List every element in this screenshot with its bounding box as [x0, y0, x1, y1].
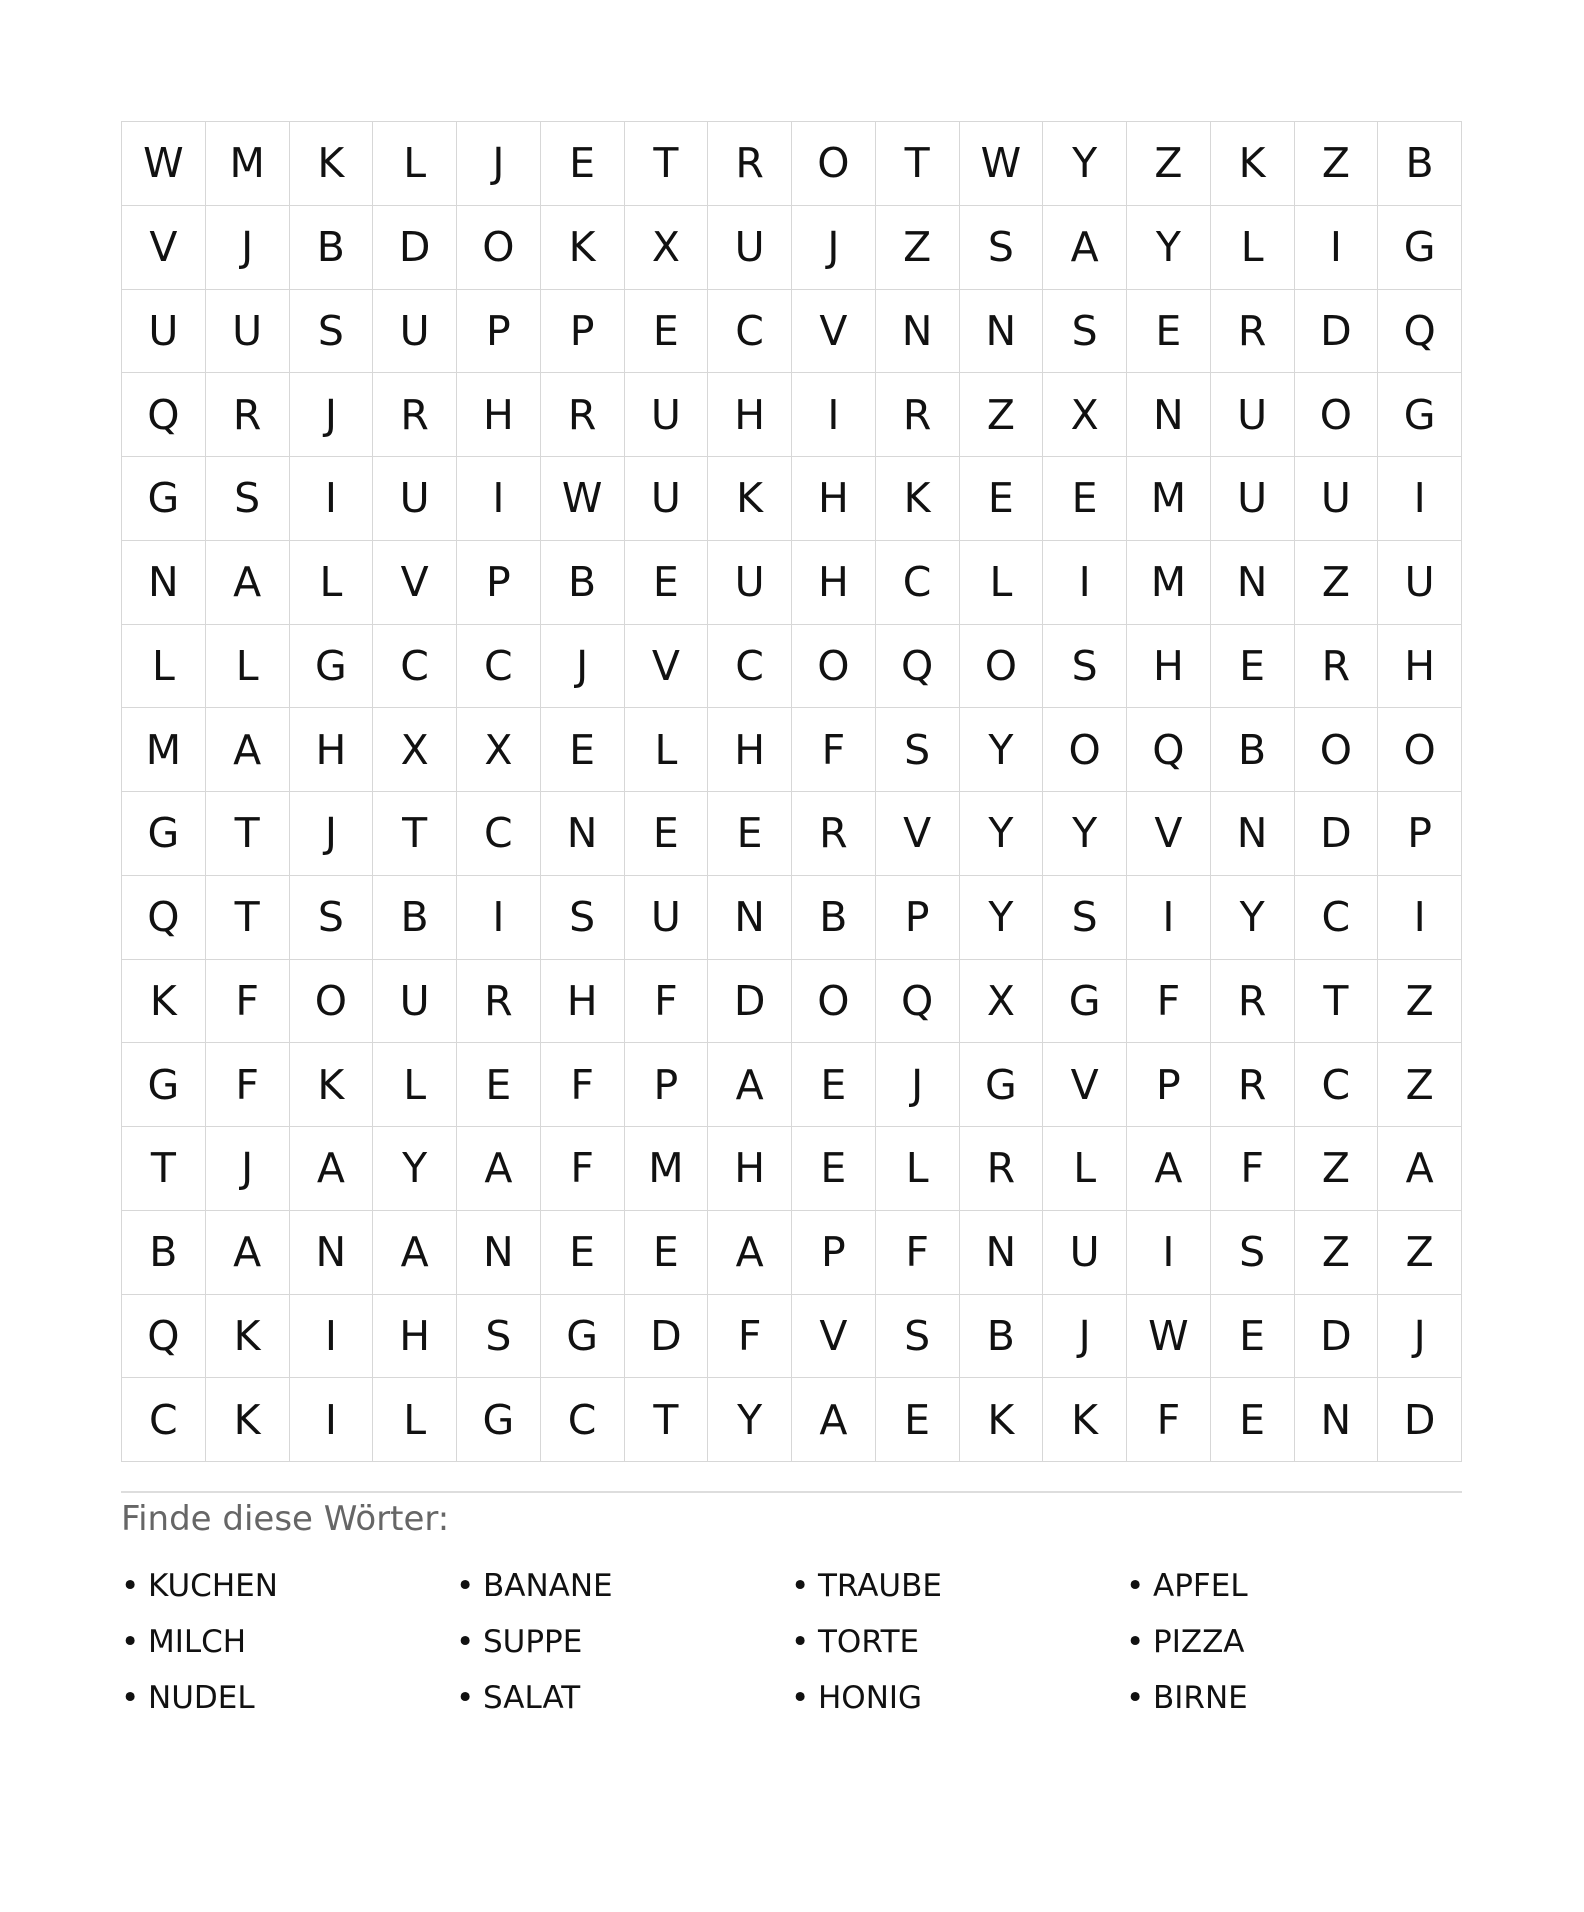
- grid-cell[interactable]: H: [792, 541, 876, 625]
- grid-cell[interactable]: N: [541, 792, 625, 876]
- grid-cell[interactable]: F: [876, 1211, 960, 1295]
- grid-cell[interactable]: C: [708, 625, 792, 709]
- grid-cell[interactable]: Q: [122, 876, 206, 960]
- grid-cell[interactable]: V: [792, 1295, 876, 1379]
- grid-cell[interactable]: I: [792, 373, 876, 457]
- bullet-icon: •: [791, 1568, 810, 1604]
- grid-cell[interactable]: V: [625, 625, 709, 709]
- grid-cell[interactable]: Y: [960, 876, 1044, 960]
- grid-cell[interactable]: N: [1211, 792, 1295, 876]
- bullet-icon: •: [121, 1680, 140, 1716]
- grid-cell[interactable]: Q: [876, 625, 960, 709]
- grid-cell[interactable]: M: [122, 708, 206, 792]
- grid-cell[interactable]: I: [1378, 876, 1462, 960]
- grid-cell[interactable]: O: [792, 625, 876, 709]
- grid-cell[interactable]: F: [541, 1043, 625, 1127]
- word-list-item: [1126, 1558, 1461, 1614]
- grid-cell[interactable]: A: [1378, 1127, 1462, 1211]
- grid-cell[interactable]: J: [206, 206, 290, 290]
- grid-cell[interactable]: C: [541, 1378, 625, 1462]
- grid-cell[interactable]: R: [708, 122, 792, 206]
- grid-cell[interactable]: J: [290, 373, 374, 457]
- grid-cell[interactable]: O: [1295, 708, 1379, 792]
- grid-cell[interactable]: L: [373, 1043, 457, 1127]
- grid-cell[interactable]: D: [1295, 290, 1379, 374]
- grid-cell[interactable]: L: [122, 625, 206, 709]
- grid-cell[interactable]: E: [625, 1211, 709, 1295]
- grid-cell[interactable]: B: [290, 206, 374, 290]
- grid-cell[interactable]: I: [290, 1378, 374, 1462]
- grid-cell[interactable]: C: [457, 792, 541, 876]
- bullet-icon: •: [456, 1624, 475, 1660]
- grid-cell[interactable]: X: [1043, 373, 1127, 457]
- grid-cell[interactable]: Q: [876, 960, 960, 1044]
- grid-cell[interactable]: U: [206, 290, 290, 374]
- grid-cell[interactable]: M: [1127, 457, 1211, 541]
- bullet-icon: •: [791, 1624, 810, 1660]
- grid-cell[interactable]: E: [541, 708, 625, 792]
- grid-cell[interactable]: A: [206, 1211, 290, 1295]
- grid-cell[interactable]: C: [457, 625, 541, 709]
- grid-cell[interactable]: Y: [373, 1127, 457, 1211]
- grid-cell[interactable]: G: [960, 1043, 1044, 1127]
- grid-cell[interactable]: T: [625, 1378, 709, 1462]
- grid-cell[interactable]: M: [625, 1127, 709, 1211]
- word-label: BANANE: [483, 1568, 613, 1604]
- word-list-item: [121, 1614, 456, 1670]
- grid-cell[interactable]: S: [1211, 1211, 1295, 1295]
- grid-cell[interactable]: B: [122, 1211, 206, 1295]
- word-label: TRAUBE: [818, 1568, 942, 1604]
- grid-cell[interactable]: F: [1127, 960, 1211, 1044]
- word-list-item: [121, 1670, 456, 1726]
- grid-cell[interactable]: A: [457, 1127, 541, 1211]
- grid-cell[interactable]: A: [373, 1211, 457, 1295]
- grid-cell[interactable]: I: [1127, 876, 1211, 960]
- grid-cell[interactable]: Y: [1127, 206, 1211, 290]
- grid-cell[interactable]: I: [1378, 457, 1462, 541]
- word-label: APFEL: [1153, 1568, 1248, 1604]
- grid-cell[interactable]: K: [206, 1295, 290, 1379]
- bullet-icon: •: [121, 1568, 140, 1604]
- grid-cell[interactable]: T: [373, 792, 457, 876]
- grid-cell[interactable]: S: [1043, 290, 1127, 374]
- grid-cell[interactable]: J: [206, 1127, 290, 1211]
- grid-cell[interactable]: H: [1127, 625, 1211, 709]
- grid-cell[interactable]: A: [206, 708, 290, 792]
- grid-cell[interactable]: F: [708, 1295, 792, 1379]
- grid-cell[interactable]: H: [708, 708, 792, 792]
- grid-cell[interactable]: S: [290, 290, 374, 374]
- grid-cell[interactable]: D: [1295, 792, 1379, 876]
- grid-cell[interactable]: U: [625, 457, 709, 541]
- grid-cell[interactable]: J: [541, 625, 625, 709]
- grid-cell[interactable]: E: [1127, 290, 1211, 374]
- grid-cell[interactable]: H: [792, 457, 876, 541]
- grid-cell[interactable]: U: [708, 206, 792, 290]
- grid-cell[interactable]: N: [708, 876, 792, 960]
- grid-cell[interactable]: S: [960, 206, 1044, 290]
- grid-cell[interactable]: P: [1378, 792, 1462, 876]
- grid-cell[interactable]: X: [373, 708, 457, 792]
- grid-cell[interactable]: T: [206, 792, 290, 876]
- grid-cell[interactable]: M: [206, 122, 290, 206]
- grid-cell[interactable]: F: [541, 1127, 625, 1211]
- grid-cell[interactable]: H: [457, 373, 541, 457]
- grid-cell[interactable]: U: [625, 373, 709, 457]
- grid-cell[interactable]: L: [206, 625, 290, 709]
- grid-cell[interactable]: I: [290, 1295, 374, 1379]
- grid-cell[interactable]: X: [625, 206, 709, 290]
- grid-cell[interactable]: C: [122, 1378, 206, 1462]
- grid-cell[interactable]: V: [1127, 792, 1211, 876]
- grid-cell[interactable]: E: [1211, 1378, 1295, 1462]
- grid-cell[interactable]: O: [960, 625, 1044, 709]
- grid-cell[interactable]: S: [1043, 876, 1127, 960]
- grid-cell[interactable]: G: [1043, 960, 1127, 1044]
- grid-cell[interactable]: K: [206, 1378, 290, 1462]
- grid-cell[interactable]: K: [541, 206, 625, 290]
- grid-cell[interactable]: E: [625, 541, 709, 625]
- grid-cell[interactable]: F: [206, 1043, 290, 1127]
- grid-cell[interactable]: Z: [1127, 122, 1211, 206]
- grid-cell[interactable]: N: [960, 290, 1044, 374]
- grid-cell[interactable]: N: [290, 1211, 374, 1295]
- grid-cell[interactable]: H: [290, 708, 374, 792]
- grid-cell[interactable]: R: [960, 1127, 1044, 1211]
- grid-cell[interactable]: H: [373, 1295, 457, 1379]
- grid-cell[interactable]: N: [1295, 1378, 1379, 1462]
- grid-cell[interactable]: A: [708, 1043, 792, 1127]
- grid-cell[interactable]: G: [457, 1378, 541, 1462]
- grid-cell[interactable]: A: [206, 541, 290, 625]
- grid-cell[interactable]: L: [290, 541, 374, 625]
- grid-cell[interactable]: L: [1043, 1127, 1127, 1211]
- word-list-item: [791, 1670, 1126, 1726]
- word-label: NUDEL: [148, 1680, 255, 1716]
- grid-cell[interactable]: L: [373, 122, 457, 206]
- grid-cell[interactable]: Y: [708, 1378, 792, 1462]
- grid-cell[interactable]: A: [708, 1211, 792, 1295]
- grid-cell[interactable]: G: [1378, 206, 1462, 290]
- grid-cell[interactable]: A: [1127, 1127, 1211, 1211]
- grid-cell[interactable]: Y: [960, 708, 1044, 792]
- grid-cell[interactable]: Q: [1127, 708, 1211, 792]
- grid-cell[interactable]: N: [1211, 541, 1295, 625]
- grid-cell[interactable]: G: [122, 792, 206, 876]
- grid-cell[interactable]: O: [1378, 708, 1462, 792]
- grid-cell[interactable]: A: [290, 1127, 374, 1211]
- grid-cell[interactable]: G: [1378, 373, 1462, 457]
- grid-cell[interactable]: K: [708, 457, 792, 541]
- grid-cell[interactable]: U: [1211, 373, 1295, 457]
- bullet-icon: •: [456, 1680, 475, 1716]
- grid-cell[interactable]: D: [1295, 1295, 1379, 1379]
- grid-cell[interactable]: A: [792, 1378, 876, 1462]
- grid-cell[interactable]: W: [541, 457, 625, 541]
- grid-cell[interactable]: G: [122, 1043, 206, 1127]
- grid-cell[interactable]: B: [1378, 122, 1462, 206]
- word-list-item: [456, 1670, 791, 1726]
- grid-cell[interactable]: O: [1295, 373, 1379, 457]
- grid-cell[interactable]: T: [625, 122, 709, 206]
- grid-cell[interactable]: E: [1043, 457, 1127, 541]
- grid-cell[interactable]: V: [1043, 1043, 1127, 1127]
- grid-cell[interactable]: D: [708, 960, 792, 1044]
- grid-cell[interactable]: Y: [960, 792, 1044, 876]
- grid-cell[interactable]: I: [1295, 206, 1379, 290]
- grid-cell[interactable]: C: [708, 290, 792, 374]
- word-list-item: [456, 1558, 791, 1614]
- grid-cell[interactable]: T: [876, 122, 960, 206]
- grid-cell[interactable]: U: [1295, 457, 1379, 541]
- grid-cell[interactable]: L: [960, 541, 1044, 625]
- grid-cell[interactable]: M: [1127, 541, 1211, 625]
- grid-cell[interactable]: H: [708, 1127, 792, 1211]
- word-label: BIRNE: [1153, 1680, 1248, 1716]
- grid-cell[interactable]: S: [1043, 625, 1127, 709]
- grid-cell[interactable]: S: [457, 1295, 541, 1379]
- grid-cell[interactable]: J: [1043, 1295, 1127, 1379]
- grid-cell[interactable]: E: [541, 122, 625, 206]
- grid-cell[interactable]: I: [290, 457, 374, 541]
- grid-cell[interactable]: P: [876, 876, 960, 960]
- grid-cell[interactable]: U: [373, 290, 457, 374]
- grid-cell[interactable]: U: [1211, 457, 1295, 541]
- grid-cell[interactable]: R: [1211, 290, 1295, 374]
- word-list: [121, 1558, 1462, 1726]
- grid-cell[interactable]: R: [541, 373, 625, 457]
- grid-cell[interactable]: Z: [1295, 541, 1379, 625]
- grid-cell[interactable]: O: [792, 122, 876, 206]
- grid-cell[interactable]: I: [1043, 541, 1127, 625]
- word-label: PIZZA: [1153, 1624, 1245, 1660]
- grid-cell[interactable]: P: [792, 1211, 876, 1295]
- grid-cell[interactable]: Z: [960, 373, 1044, 457]
- grid-cell[interactable]: S: [876, 1295, 960, 1379]
- grid-cell[interactable]: V: [373, 541, 457, 625]
- grid-cell[interactable]: I: [1127, 1211, 1211, 1295]
- grid-cell[interactable]: C: [1295, 876, 1379, 960]
- grid-cell[interactable]: G: [290, 625, 374, 709]
- grid-cell[interactable]: E: [876, 1378, 960, 1462]
- grid-cell[interactable]: V: [876, 792, 960, 876]
- grid-cell[interactable]: F: [625, 960, 709, 1044]
- grid-cell[interactable]: E: [1211, 625, 1295, 709]
- grid-cell[interactable]: P: [457, 541, 541, 625]
- word-label: SUPPE: [483, 1624, 583, 1660]
- grid-cell[interactable]: B: [1211, 708, 1295, 792]
- word-list-item: [456, 1614, 791, 1670]
- word-label: SALAT: [483, 1680, 581, 1716]
- bullet-icon: •: [791, 1680, 810, 1716]
- grid-cell[interactable]: S: [290, 876, 374, 960]
- word-list-item: [1126, 1614, 1461, 1670]
- grid-cell[interactable]: U: [373, 960, 457, 1044]
- grid-cell[interactable]: W: [960, 122, 1044, 206]
- grid-cell[interactable]: W: [122, 122, 206, 206]
- grid-cell[interactable]: Z: [1295, 1127, 1379, 1211]
- grid-cell[interactable]: A: [1043, 206, 1127, 290]
- grid-cell[interactable]: S: [876, 708, 960, 792]
- grid-cell[interactable]: L: [625, 708, 709, 792]
- grid-cell[interactable]: Q: [122, 373, 206, 457]
- grid-cell[interactable]: W: [1127, 1295, 1211, 1379]
- grid-cell[interactable]: R: [206, 373, 290, 457]
- grid-cell[interactable]: E: [792, 1043, 876, 1127]
- grid-cell[interactable]: E: [625, 290, 709, 374]
- grid-cell[interactable]: U: [625, 876, 709, 960]
- grid-cell[interactable]: V: [122, 206, 206, 290]
- grid-cell[interactable]: T: [122, 1127, 206, 1211]
- grid-cell[interactable]: D: [373, 206, 457, 290]
- grid-cell[interactable]: O: [290, 960, 374, 1044]
- grid-cell[interactable]: T: [206, 876, 290, 960]
- grid-cell[interactable]: U: [373, 457, 457, 541]
- grid-cell[interactable]: H: [541, 960, 625, 1044]
- grid-cell[interactable]: P: [625, 1043, 709, 1127]
- word-list-item: [791, 1558, 1126, 1614]
- letter-grid: [121, 121, 1462, 1462]
- grid-cell[interactable]: E: [1211, 1295, 1295, 1379]
- grid-cell[interactable]: N: [960, 1211, 1044, 1295]
- grid-cell[interactable]: K: [290, 1043, 374, 1127]
- grid-cell[interactable]: R: [457, 960, 541, 1044]
- bullet-icon: •: [1126, 1680, 1145, 1716]
- grid-cell[interactable]: K: [960, 1378, 1044, 1462]
- grid-cell[interactable]: S: [541, 876, 625, 960]
- grid-cell[interactable]: Q: [122, 1295, 206, 1379]
- grid-cell[interactable]: C: [876, 541, 960, 625]
- grid-cell[interactable]: L: [876, 1127, 960, 1211]
- grid-cell[interactable]: Q: [1378, 290, 1462, 374]
- grid-cell[interactable]: J: [792, 206, 876, 290]
- grid-cell[interactable]: V: [792, 290, 876, 374]
- grid-cell[interactable]: R: [373, 373, 457, 457]
- grid-cell[interactable]: E: [541, 1211, 625, 1295]
- word-list-item: [121, 1558, 456, 1614]
- grid-cell[interactable]: U: [708, 541, 792, 625]
- grid-cell[interactable]: I: [457, 876, 541, 960]
- grid-cell[interactable]: Y: [1211, 876, 1295, 960]
- grid-cell[interactable]: Z: [1295, 122, 1379, 206]
- grid-cell[interactable]: P: [1127, 1043, 1211, 1127]
- grid-cell[interactable]: C: [373, 625, 457, 709]
- grid-cell[interactable]: E: [792, 1127, 876, 1211]
- grid-cell[interactable]: I: [457, 457, 541, 541]
- grid-cell[interactable]: E: [960, 457, 1044, 541]
- grid-cell[interactable]: R: [876, 373, 960, 457]
- grid-cell[interactable]: N: [122, 541, 206, 625]
- grid-cell[interactable]: G: [541, 1295, 625, 1379]
- grid-cell[interactable]: J: [876, 1043, 960, 1127]
- grid-cell[interactable]: Z: [1378, 1211, 1462, 1295]
- grid-cell[interactable]: D: [1378, 1378, 1462, 1462]
- grid-cell[interactable]: L: [373, 1378, 457, 1462]
- grid-cell[interactable]: K: [290, 122, 374, 206]
- word-label: TORTE: [818, 1624, 920, 1660]
- grid-cell[interactable]: K: [122, 960, 206, 1044]
- grid-cell[interactable]: R: [1295, 625, 1379, 709]
- grid-cell[interactable]: R: [1211, 1043, 1295, 1127]
- grid-cell[interactable]: Z: [1295, 1211, 1379, 1295]
- grid-cell[interactable]: B: [373, 876, 457, 960]
- grid-cell[interactable]: X: [960, 960, 1044, 1044]
- grid-cell[interactable]: N: [876, 290, 960, 374]
- grid-cell[interactable]: R: [792, 792, 876, 876]
- grid-cell[interactable]: K: [876, 457, 960, 541]
- word-list-item: [1126, 1670, 1461, 1726]
- word-list-item: [791, 1614, 1126, 1670]
- grid-cell[interactable]: B: [541, 541, 625, 625]
- grid-cell[interactable]: F: [1127, 1378, 1211, 1462]
- grid-cell[interactable]: H: [708, 373, 792, 457]
- grid-cell[interactable]: Z: [1378, 960, 1462, 1044]
- grid-cell[interactable]: K: [1043, 1378, 1127, 1462]
- grid-cell[interactable]: Y: [1043, 122, 1127, 206]
- grid-cell[interactable]: O: [457, 206, 541, 290]
- grid-cell[interactable]: U: [1043, 1211, 1127, 1295]
- grid-cell[interactable]: D: [625, 1295, 709, 1379]
- grid-cell[interactable]: P: [541, 290, 625, 374]
- grid-cell[interactable]: B: [960, 1295, 1044, 1379]
- grid-cell[interactable]: Z: [876, 206, 960, 290]
- grid-cell[interactable]: O: [1043, 708, 1127, 792]
- grid-cell[interactable]: J: [290, 792, 374, 876]
- grid-cell[interactable]: N: [1127, 373, 1211, 457]
- grid-cell[interactable]: E: [625, 792, 709, 876]
- word-label: HONIG: [818, 1680, 923, 1716]
- word-label: KUCHEN: [148, 1568, 278, 1604]
- grid-cell[interactable]: U: [122, 290, 206, 374]
- grid-cell[interactable]: E: [708, 792, 792, 876]
- grid-cell[interactable]: H: [1378, 625, 1462, 709]
- grid-cell[interactable]: U: [1378, 541, 1462, 625]
- bullet-icon: •: [1126, 1568, 1145, 1604]
- grid-cell[interactable]: F: [792, 708, 876, 792]
- grid-cell[interactable]: S: [206, 457, 290, 541]
- grid-cell[interactable]: O: [792, 960, 876, 1044]
- bullet-icon: •: [1126, 1624, 1145, 1660]
- grid-cell[interactable]: R: [1211, 960, 1295, 1044]
- grid-cell[interactable]: G: [122, 457, 206, 541]
- grid-cell[interactable]: E: [457, 1043, 541, 1127]
- grid-cell[interactable]: J: [457, 122, 541, 206]
- grid-cell[interactable]: P: [457, 290, 541, 374]
- grid-cell[interactable]: F: [206, 960, 290, 1044]
- grid-cell[interactable]: N: [457, 1211, 541, 1295]
- grid-cell[interactable]: Z: [1378, 1043, 1462, 1127]
- divider: [121, 1491, 1462, 1493]
- bullet-icon: •: [456, 1568, 475, 1604]
- grid-cell[interactable]: Y: [1043, 792, 1127, 876]
- grid-cell[interactable]: J: [1378, 1295, 1462, 1379]
- bullet-icon: •: [121, 1624, 140, 1660]
- grid-cell[interactable]: F: [1211, 1127, 1295, 1211]
- word-label: MILCH: [148, 1624, 247, 1660]
- grid-cell[interactable]: K: [1211, 122, 1295, 206]
- grid-cell[interactable]: T: [1295, 960, 1379, 1044]
- instructions-label: Finde diese Wörter:: [121, 1499, 450, 1539]
- grid-cell[interactable]: B: [792, 876, 876, 960]
- grid-cell[interactable]: X: [457, 708, 541, 792]
- grid-cell[interactable]: C: [1295, 1043, 1379, 1127]
- grid-cell[interactable]: L: [1211, 206, 1295, 290]
